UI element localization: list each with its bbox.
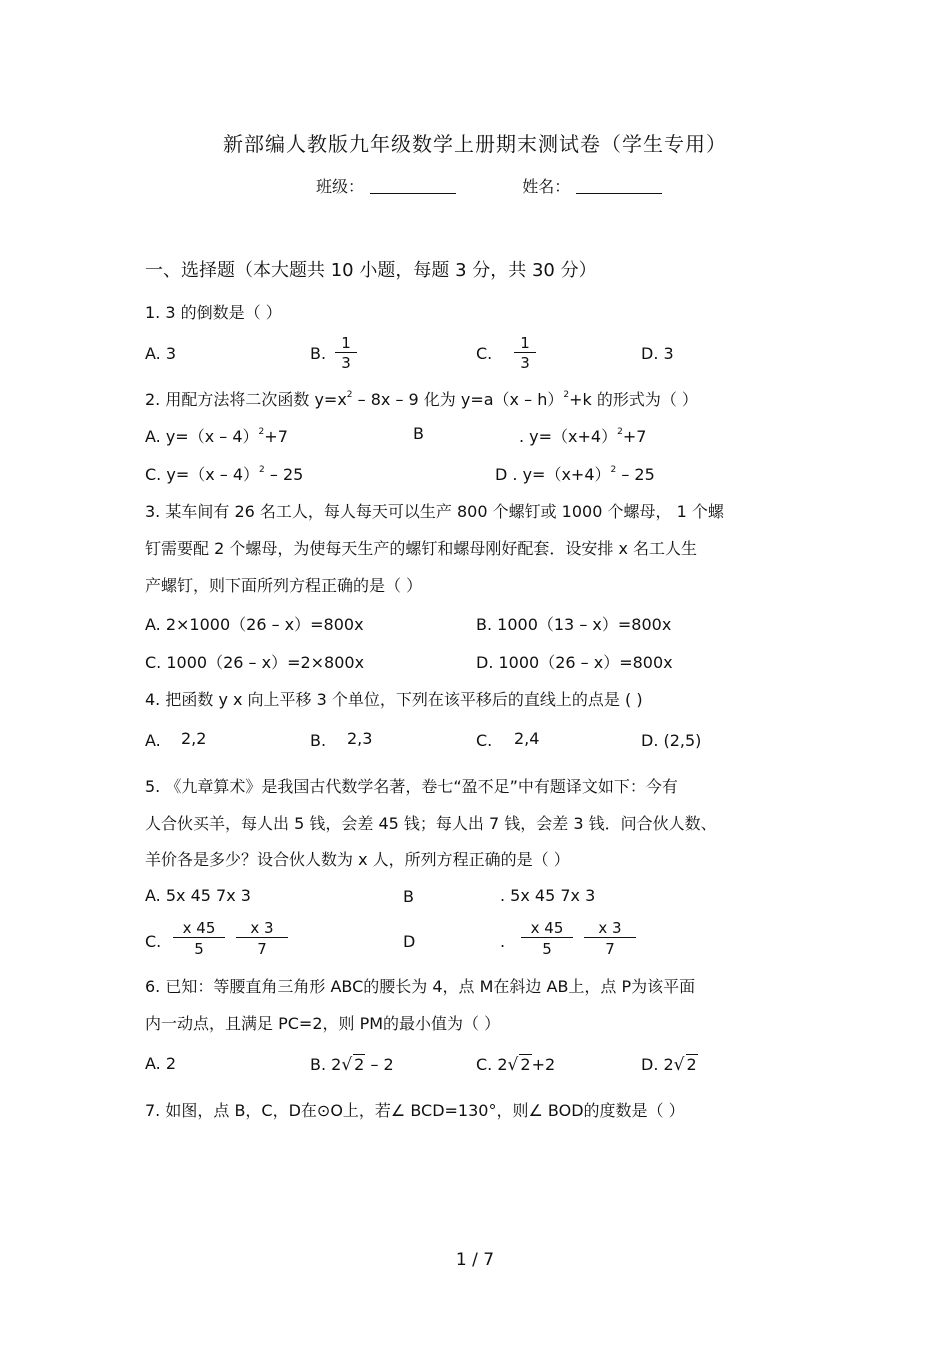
q6-option-a: A. 2 bbox=[145, 1054, 177, 1073]
q5-option-d-dot: . bbox=[500, 932, 506, 951]
q4-option-b: B. bbox=[310, 731, 327, 750]
class-label: 班级： bbox=[316, 177, 365, 196]
q2-option-c: C. y=（x – 4）$^2$ – 25 bbox=[145, 465, 304, 484]
q1-option-d: D. 3 bbox=[641, 344, 674, 363]
q3-option-d: D. 1000（26 – x）=800x bbox=[476, 653, 673, 672]
q5-line-1: 5. 《九章算术》是我国古代数学名著，卷七“盈不足”中有题译文如下：今有 bbox=[145, 777, 678, 796]
q3-line-3: 产螺钉，则下面所列方程正确的是（ ） bbox=[145, 576, 423, 595]
q4-option-c: C. bbox=[476, 731, 493, 750]
q6-option-b: B. 2√ 2 – 2 bbox=[310, 1055, 394, 1075]
q7-stem: 7. 如图，点 B，C，D在⊙O上，若∠ BCD=130°，则∠ BOD的度数是（ ） bbox=[145, 1101, 685, 1120]
page-title: 新部编人教版九年级数学上册期末测试卷（学生专用） bbox=[223, 132, 727, 156]
q2-option-d: D . $y=(x+4)^2 - 25$ bbox=[495, 465, 655, 484]
q5-option-b-label: B bbox=[403, 887, 414, 906]
q6-option-c: C. 2√ 2+2 bbox=[476, 1055, 556, 1075]
q6-option-d: D. 2√ 2 bbox=[641, 1055, 697, 1075]
q5-option-d-label: D bbox=[403, 932, 416, 951]
q1-option-b-fraction: $\frac{1}{3}$ bbox=[335, 334, 357, 373]
student-info bbox=[316, 174, 662, 197]
q5-option-b: . 5x 45 7x 3 bbox=[500, 886, 596, 905]
q3-line-1: 3. 某车间有 26 名工人，每人每天可以生产 800 个螺钉或 1000 个螺母， 1 个螺 bbox=[145, 502, 724, 521]
q5-option-a: A. 5x 45 7x 3 bbox=[145, 886, 251, 905]
q5-line-2: 人合伙买羊，每人出 5 钱，会差 45 钱；每人出 7 钱，会差 3 钱．问合伙人数、 bbox=[145, 814, 717, 833]
q4-stem: 4. 把函数 y x 向上平移 3 个单位，下列在该平移后的直线上的点是 ( ) bbox=[145, 690, 643, 709]
q2-stem: 2. 用配方法将二次函数 $y=x^2 - 8x - 9$ 化为 y=a（x – h）$^2$+k 的形式为（ ） bbox=[145, 390, 698, 409]
q5-option-d-fraction-2: $\frac{x 3}{7}$ bbox=[584, 919, 636, 960]
q4-option-a: A. bbox=[145, 731, 161, 750]
q4-option-b-value: 2,3 bbox=[347, 729, 373, 748]
q5-option-d-fraction-1: $\frac{x 45}{5}$ bbox=[521, 919, 573, 960]
q2-option-a: A. y=（x – 4）$^2$+7 bbox=[145, 427, 288, 446]
q3-option-b: B. 1000（13 – x）=800x bbox=[476, 615, 672, 634]
q5-line-3: 羊价各是多少？设合伙人数为 x 人，所列方程正确的是（ ） bbox=[145, 850, 570, 869]
class-blank[interactable] bbox=[370, 177, 456, 194]
q5-option-c: C. bbox=[145, 932, 162, 951]
q2-option-b-label: B bbox=[413, 424, 424, 443]
q3-option-c: C. 1000（26 – x）=2×800x bbox=[145, 653, 365, 672]
q1-option-b: B. bbox=[310, 344, 327, 363]
q1-option-c: C. bbox=[476, 344, 493, 363]
q3-line-2: 钉需要配 2 个螺母，为使每天生产的螺钉和螺母刚好配套．设安排 x 名工人生 bbox=[145, 539, 697, 558]
q5-option-c-fraction-2: $\frac{x 3}{7}$ bbox=[236, 919, 288, 960]
section-heading: 一、选择题（本大题共 10 小题，每题 3 分，共 30 分） bbox=[145, 260, 597, 281]
q2-option-b: . $y=(x+4)^2+7$ bbox=[519, 427, 647, 446]
q3-option-a: A. 2×1000（26 – x）=800x bbox=[145, 615, 364, 634]
q6-line-1: 6. 已知：等腰直角三角形 ABC的腰长为 4，点 M在斜边 AB上，点 P为该平面 bbox=[145, 977, 696, 996]
q5-option-c-fraction-1: $\frac{x 45}{5}$ bbox=[173, 919, 225, 960]
q1-stem: 1. 3 的倒数是（ ） bbox=[145, 303, 282, 322]
q4-option-d: D. (2,5) bbox=[641, 731, 702, 750]
q4-option-a-value: 2,2 bbox=[181, 729, 207, 748]
q6-line-2: 内一动点，且满足 PC=2，则 PM的最小值为（ ） bbox=[145, 1014, 501, 1033]
q4-option-c-value: 2,4 bbox=[514, 729, 540, 748]
name-blank[interactable] bbox=[576, 177, 662, 194]
page-number: 1 / 7 bbox=[455, 1250, 495, 1270]
q1-option-a: A. 3 bbox=[145, 344, 177, 363]
name-label: 姓名： bbox=[522, 177, 571, 196]
q1-option-c-fraction: $\frac{1}{3}$ bbox=[514, 334, 536, 373]
